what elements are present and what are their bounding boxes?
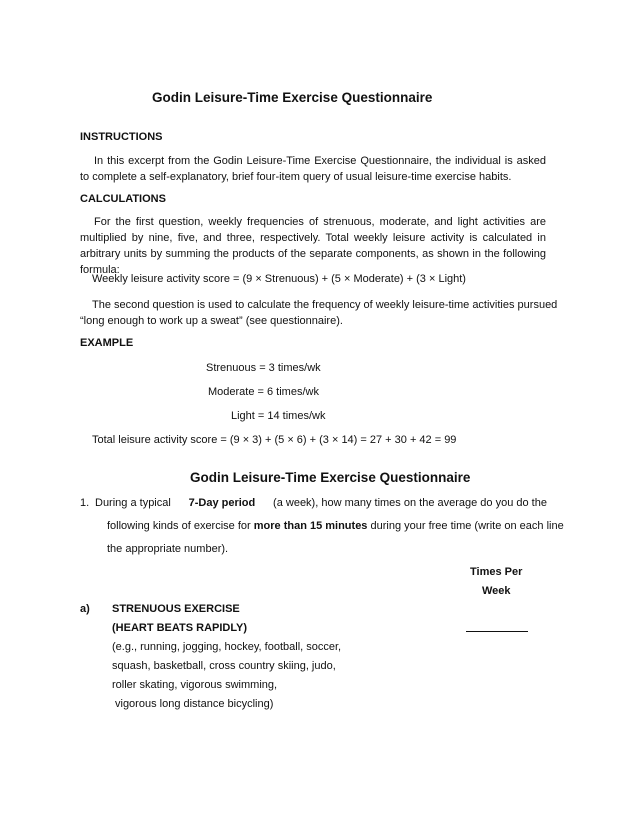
example-moderate: Moderate = 6 times/wk (208, 386, 319, 398)
formula: Weekly leisure activity score = (9 × Strenuous) + (5 × Moderate) + (3 × Light) (92, 273, 466, 285)
item-a-subtitle: (HEART BEATS RAPIDLY) (112, 622, 248, 634)
question-line3: the appropriate number). (107, 543, 229, 555)
instructions-heading: INSTRUCTIONS (80, 131, 163, 143)
calculations-heading: CALCULATIONS (80, 193, 166, 205)
item-a-title: STRENUOUS EXERCISE (112, 603, 240, 615)
example-strenuous: Strenuous = 3 times/wk (206, 362, 321, 374)
column-header-week: Week (482, 585, 511, 597)
second-question-line1: The second question is used to calculate the frequency of weekly leisure-time activities pursued (92, 299, 558, 311)
questionnaire-title: Godin Leisure-Time Exercise Questionnaire (190, 470, 471, 485)
item-a-example-2: squash, basketball, cross country skiing, judo, (112, 660, 336, 672)
example-heading: EXAMPLE (80, 337, 134, 349)
item-a-example-1: (e.g., running, jogging, hockey, football, soccer, (112, 641, 342, 653)
q1-line2-a: following kinds of exercise for (107, 520, 254, 532)
question-line1 (95, 497, 547, 509)
strenuous-answer-blank[interactable] (466, 622, 528, 635)
column-header-times-per: Times Per (470, 566, 523, 578)
q1-line2-b: more than 15 minutes (253, 520, 368, 532)
q1-text-b: 7-Day period (188, 497, 256, 509)
calculations-text: For the first question, weekly frequencies of strenuous, moderate, and light activities are multiplied by nine, five, and three, respectively. Total weekly leisure activity is calculated in arbitrary units by summing the products of the separate components, as shown in the following formula: (80, 216, 546, 276)
second-question-line2: “long enough to work up a sweat” (see questionnaire). (80, 315, 343, 327)
q1-text-c: (a week), how many times on the average do you do the (269, 497, 547, 509)
question-line2 (107, 520, 564, 532)
q1-text-a: During a typical (95, 497, 174, 509)
item-a-label: a) (80, 603, 90, 615)
instructions-text: In this excerpt from the Godin Leisure-Time Exercise Questionnaire, the individual is asked to complete a self-explanatory, brief four-item query of usual leisure-time exercise habits. (80, 155, 546, 183)
q1-line2-c: during your free time (write on each line (367, 520, 564, 532)
item-a-example-3: roller skating, vigorous swimming, (112, 679, 278, 691)
example-total: Total leisure activity score = (9 × 3) + (5 × 6) + (3 × 14) = 27 + 30 + 42 = 99 (92, 434, 457, 446)
page-title: Godin Leisure-Time Exercise Questionnaire (152, 90, 433, 105)
item-a-example-4: vigorous long distance bicycling) (115, 698, 274, 710)
question-number: 1. (80, 497, 90, 509)
example-light: Light = 14 times/wk (231, 410, 326, 422)
